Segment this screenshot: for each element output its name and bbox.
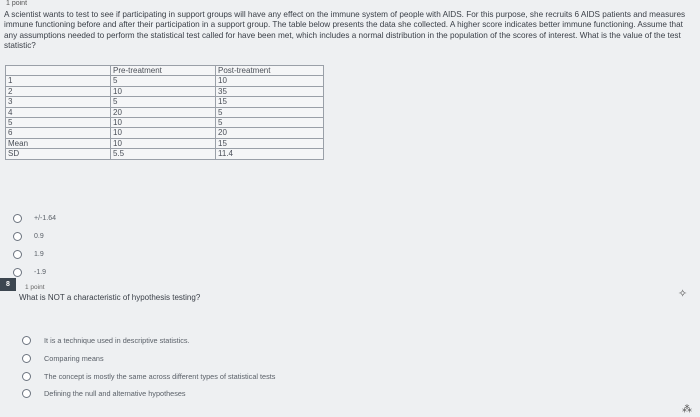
table-cell: 5	[216, 117, 324, 127]
answer-option-label: Defining the null and alternative hypotheses	[44, 389, 186, 398]
answer-option[interactable]	[13, 268, 46, 277]
table-cell: 6	[6, 128, 111, 138]
table-cell: 5	[216, 107, 324, 117]
answer-option[interactable]	[13, 214, 56, 223]
table-row	[6, 107, 324, 117]
table-row	[6, 117, 324, 127]
answer-option-label: -1.9	[34, 269, 47, 276]
table-row	[6, 86, 324, 96]
table-cell: 5.5	[111, 149, 216, 159]
question-points: 1 point	[25, 284, 45, 291]
data-table	[5, 65, 324, 160]
radio-button[interactable]	[13, 214, 22, 223]
question-text: A scientist wants to test to see if participating in support groups will have any effect on the immune system of people with AIDS. For this purpose, she recruits 6 AIDS patients and measures immune functioning before and after their participation in a support group. The table below presents the data she collected. A higher score indicates better immune functioning. Assume that any assumptions needed to perform the statistical test called for have been met, which includes a normal distribution in the population of the scores of interest. What is the value of the test statistic?	[4, 10, 686, 51]
question-points: 1 point	[6, 0, 28, 7]
radio-button[interactable]	[22, 336, 31, 345]
table-cell: 10	[111, 86, 216, 96]
radio-button[interactable]	[13, 268, 22, 277]
table-cell: 15	[216, 138, 324, 148]
question-text: What is NOT a characteristic of hypothesis testing?	[19, 293, 201, 302]
table-header-pre: Pre-treatment	[111, 66, 216, 76]
answer-option-label: +/-1.64	[34, 215, 56, 222]
answer-option[interactable]	[13, 232, 44, 241]
table-cell	[6, 66, 111, 76]
answer-option-label: 1.9	[34, 251, 44, 258]
table-row-mean	[6, 138, 324, 148]
table-row	[6, 76, 324, 86]
question-number-badge: 8	[0, 278, 16, 291]
table-cell: 5	[6, 117, 111, 127]
radio-button[interactable]	[22, 372, 31, 381]
table-cell: 1	[6, 76, 111, 86]
table-cell: 20	[111, 107, 216, 117]
table-cell: 10	[111, 128, 216, 138]
answer-option-label: 0.9	[34, 233, 44, 240]
table-cell: 2	[6, 86, 111, 96]
table-row	[6, 97, 324, 107]
radio-button[interactable]	[13, 250, 22, 259]
answer-option[interactable]	[13, 250, 44, 259]
answer-option[interactable]	[22, 336, 190, 345]
answer-option[interactable]	[22, 372, 275, 381]
answer-option[interactable]	[22, 354, 104, 363]
answer-option[interactable]	[22, 389, 186, 398]
radio-button[interactable]	[22, 389, 31, 398]
table-cell: 5	[111, 76, 216, 86]
answer-option-label: Comparing means	[44, 354, 104, 363]
table-header-row	[6, 66, 324, 76]
table-cell: 20	[216, 128, 324, 138]
table-row-sd	[6, 149, 324, 159]
table-cell: 15	[216, 97, 324, 107]
table-cell: 10	[111, 138, 216, 148]
answer-option-label: The concept is mostly the same across different types of statistical tests	[44, 372, 276, 381]
table-cell: 10	[111, 117, 216, 127]
table-cell: 10	[216, 76, 324, 86]
table-cell: 5	[111, 97, 216, 107]
table-cell: SD	[6, 149, 111, 159]
table-row	[6, 128, 324, 138]
table-cell: 35	[216, 86, 324, 96]
radio-button[interactable]	[22, 354, 31, 363]
table-cell: Mean	[6, 138, 111, 148]
corner-icon: ⁂	[682, 404, 692, 415]
table-cell: 4	[6, 107, 111, 117]
answer-option-label: It is a technique used in descriptive statistics.	[44, 336, 190, 345]
pin-star-icon[interactable]: ✧	[678, 288, 688, 300]
table-cell: 11.4	[216, 149, 324, 159]
table-header-post: Post-treatment	[216, 66, 324, 76]
table-cell: 3	[6, 97, 111, 107]
radio-button[interactable]	[13, 232, 22, 241]
